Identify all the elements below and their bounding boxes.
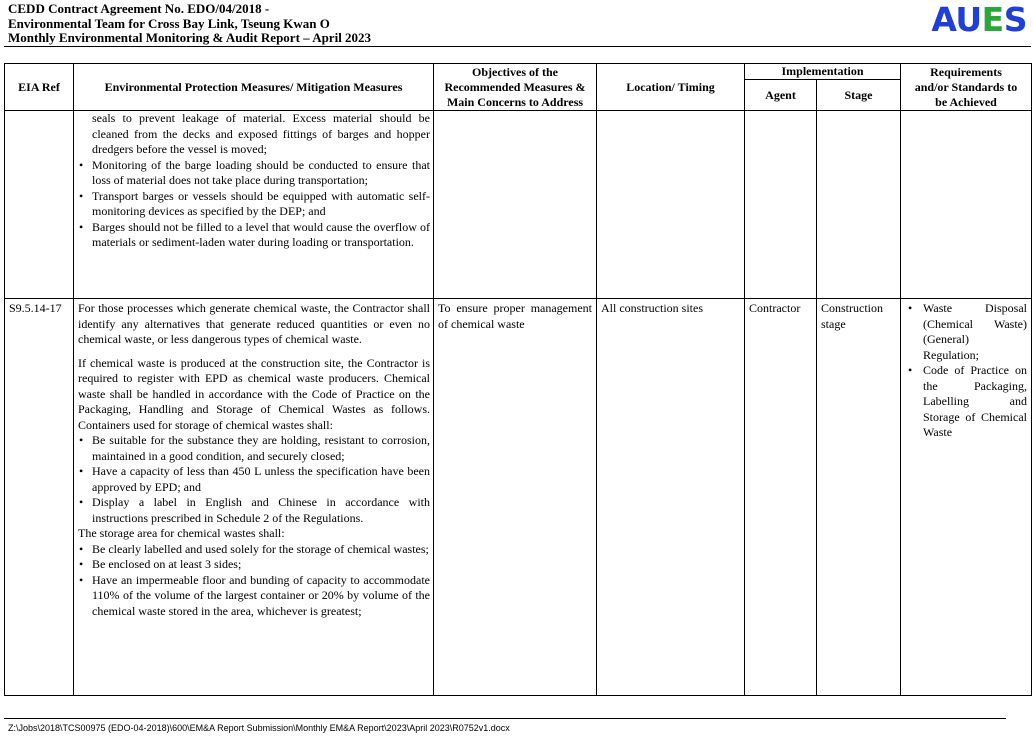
- list-item: • Display a label in English and Chinese in accordance with instructions prescribed in Schedule 2 of the Regulations.: [78, 495, 430, 526]
- document-header: [8, 2, 371, 46]
- header-rule: [4, 46, 1031, 47]
- storage-intro: The storage area for chemical wastes shall:: [78, 526, 285, 540]
- logo-letter-u: U: [955, 0, 982, 39]
- measure-paragraph: If chemical waste is produced at the construction site, the Contractor is required to register with EPD as chemical waste producers. Chemical waste shall be handled in accordance with the Code of Practice on the Packaging, Handling and Storage of Chemical Wastes as follows. Containers used for storage of chemical wastes shall:: [78, 355, 430, 432]
- logo-letter-a: A: [931, 0, 956, 39]
- header-row: [5, 64, 1032, 80]
- list-item: • Code of Practice on the Packaging, Labelling and Storage of Chemical Waste: [905, 363, 1027, 441]
- location-cell: [597, 111, 745, 299]
- continued-text: seals to prevent leakage of material. Excess material should be cleaned from the decks and exposed fittings of barges and hopper dredgers before the vessel is moved;: [92, 111, 430, 156]
- objectives-cell: [434, 111, 597, 299]
- container-requirements-list: [78, 433, 430, 526]
- team-title: Environmental Team for Cross Bay Link, Tseung Kwan O: [8, 15, 330, 31]
- agent-cell: Contractor: [745, 299, 817, 696]
- logo-letter-s: S: [1003, 0, 1027, 39]
- col-implementation: Implementation: [745, 64, 901, 80]
- stage-cell: [817, 111, 901, 299]
- col-agent: Agent: [745, 80, 817, 111]
- col-objectives-line: Recommended Measures &: [444, 79, 586, 94]
- col-measures: Environmental Protection Measures/ Mitigation Measures: [74, 64, 434, 111]
- measures-cell: [74, 111, 434, 299]
- col-objectives: [434, 64, 597, 111]
- stage-cell: Construction stage: [817, 299, 901, 696]
- col-requirements: [901, 64, 1032, 111]
- list-item: • Be suitable for the substance they are holding, resistant to corrosion, maintained in a good condition, and securely closed;: [78, 433, 430, 464]
- col-requirements-line: be Achieved: [935, 94, 997, 109]
- list-item: • Be clearly labelled and used solely for the storage of chemical wastes;: [78, 542, 430, 558]
- list-item: • Transport barges or vessels should be equipped with automatic self-monitoring devices as specified by the DEP; and: [78, 189, 430, 220]
- list-item: • Have a capacity of less than 450 L unless the specification have been approved by EPD; and: [78, 464, 430, 495]
- list-item: • Waste Disposal (Chemical Waste) (General) Regulation;: [905, 301, 1027, 363]
- logo-letter-e: E: [981, 0, 1004, 39]
- col-location: Location/ Timing: [597, 64, 745, 111]
- col-stage: Stage: [817, 80, 901, 111]
- report-title: Monthly Environmental Monitoring & Audit Report – April 2023: [8, 30, 372, 45]
- file-path: Z:\Jobs\2018\TCS00975 (EDO-04-2018)\600\EM&A Report Submission\Monthly EM&A Report\2023\April 2023\R0752v1.docx: [8, 723, 510, 733]
- contract-title: CEDD Contract Agreement No. EDO/04/2018 -: [8, 1, 270, 16]
- measure-paragraph: For those processes which generate chemical waste, the Contractor shall identify any alternatives that generate reduced quantities or even no chemical waste, or less dangerous types of chemical waste.: [78, 301, 430, 346]
- storage-requirements-list: [78, 542, 430, 620]
- eia-ref-cell: S9.5.14-17: [5, 299, 74, 696]
- requirements-list: [905, 301, 1027, 441]
- col-requirements-line: and/or Standards to: [914, 79, 1018, 94]
- col-eia-ref: EIA Ref: [5, 64, 74, 111]
- list-item: • Monitoring of the barge loading should be conducted to ensure that loss of material does not take place during transportation;: [78, 158, 430, 189]
- list-item: • Have an impermeable floor and bunding of capacity to accommodate 110% of the volume of the largest container or 20% by volume of the chemical waste stored in the area, whichever is greatest;: [78, 573, 430, 620]
- measures-cell: [74, 299, 434, 696]
- col-objectives-line: Main Concerns to Address: [446, 94, 584, 109]
- list-item: • Be enclosed on at least 3 sides;: [78, 557, 430, 573]
- aues-logo: [931, 2, 1027, 38]
- requirements-cell: [901, 299, 1032, 696]
- objectives-cell: To ensure proper management of chemical waste: [434, 299, 597, 696]
- location-cell: All construction sites: [597, 299, 745, 696]
- mitigation-measures-table: [4, 63, 1032, 696]
- table-row: [5, 299, 1032, 696]
- table-row: [5, 111, 1032, 299]
- agent-cell: [745, 111, 817, 299]
- col-objectives-line: Objectives of the: [472, 64, 558, 79]
- list-item: • Barges should not be filled to a level that would cause the overflow of materials or sediment-laden water during loading or transportation.: [78, 220, 430, 251]
- eia-ref-cell: [5, 111, 74, 299]
- requirements-cell: [901, 111, 1032, 299]
- footer-rule: [4, 718, 1006, 719]
- col-requirements-line: Requirements: [930, 64, 1002, 79]
- barge-measures-list: [78, 158, 430, 251]
